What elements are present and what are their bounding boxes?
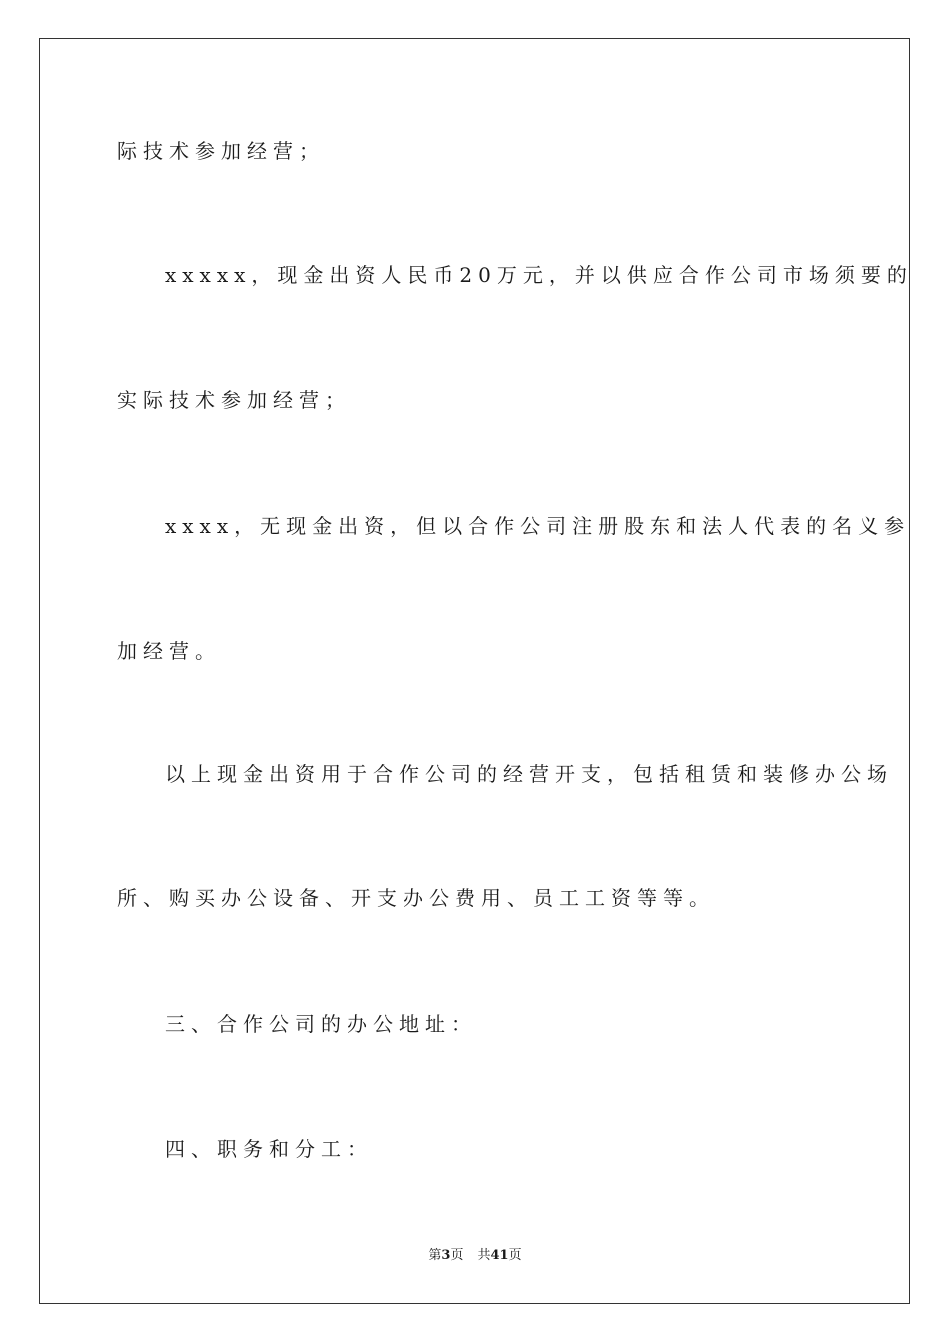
paragraph-line: 以上现金出资用于合作公司的经营开支，包括租赁和装修办公场 xyxy=(165,762,893,786)
footer-page-prefix: 第 xyxy=(428,1248,442,1263)
paragraph-line: xxxx，无现金出资，但以合作公司注册股东和法人代表的名义参 xyxy=(165,514,911,538)
section-heading: 三、合作公司的办公地址： xyxy=(165,1012,477,1036)
footer-page-number: 3 xyxy=(441,1248,451,1263)
footer-total-pages: 41 xyxy=(490,1248,509,1263)
footer-page-suffix: 页 xyxy=(450,1248,464,1263)
footer-total-prefix: 共 xyxy=(477,1248,491,1263)
section-heading: 四、职务和分工： xyxy=(165,1137,373,1161)
page-footer xyxy=(0,1247,950,1265)
paragraph-line: 实际技术参加经营； xyxy=(117,388,351,412)
footer-total-suffix: 页 xyxy=(508,1248,522,1263)
paragraph-line: 加经营。 xyxy=(117,639,221,663)
paragraph-line: 所、购买办公设备、开支办公费用、员工工资等等。 xyxy=(117,886,715,910)
page-border xyxy=(39,38,910,1304)
paragraph-line: xxxxx，现金出资人民币20万元，并以供应合作公司市场须要的 xyxy=(165,263,913,287)
paragraph-line: 际技术参加经营； xyxy=(117,139,325,163)
